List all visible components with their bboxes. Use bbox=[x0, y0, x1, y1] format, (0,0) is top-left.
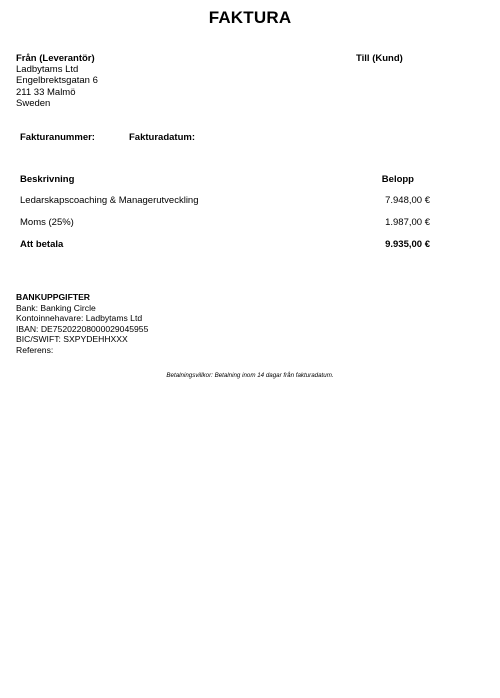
item-amount: 1.987,00 € bbox=[385, 217, 430, 228]
iban: IBAN: DE75202208000029045955 bbox=[16, 323, 149, 334]
table-header-row bbox=[20, 174, 430, 186]
supplier-name: Ladbytams Ltd bbox=[16, 64, 79, 76]
reference: Referens: bbox=[16, 344, 54, 355]
total-label: Att betala bbox=[20, 239, 64, 250]
item-amount: 7.948,00 € bbox=[385, 195, 430, 206]
column-header-description: Beskrivning bbox=[20, 174, 75, 185]
table-row bbox=[20, 217, 430, 229]
bank-name: Bank: Banking Circle bbox=[16, 302, 96, 313]
supplier-block bbox=[16, 53, 98, 109]
table-row bbox=[20, 195, 430, 207]
invoice-date-label: Fakturadatum: bbox=[129, 132, 195, 143]
supplier-country: Sweden bbox=[16, 97, 51, 109]
item-description: Moms (25%) bbox=[20, 217, 74, 228]
item-description: Ledarskapscoaching & Managerutveckling bbox=[20, 195, 199, 206]
invoice-title: FAKTURA bbox=[208, 8, 292, 27]
column-header-amount: Belopp bbox=[381, 174, 414, 185]
supplier-heading: Från (Leverantör) bbox=[16, 53, 95, 64]
bic-swift: BIC/SWIFT: SXPYDEHHXXX bbox=[16, 334, 128, 345]
supplier-city: 211 33 Malmö bbox=[16, 86, 76, 98]
account-holder: Kontoinnehavare: Ladbytams Ltd bbox=[16, 313, 143, 324]
invoice-number-label: Fakturanummer: bbox=[20, 132, 95, 143]
payment-terms: Betalningsvillkor: Betalning inom 14 dagar från fakturadatum. bbox=[166, 372, 334, 379]
customer-heading: Till (Kund) bbox=[356, 53, 403, 64]
total-amount: 9.935,00 € bbox=[385, 239, 430, 250]
total-row bbox=[20, 239, 430, 251]
bank-details bbox=[16, 292, 148, 356]
bank-heading: BANKUPPGIFTER bbox=[16, 292, 91, 302]
supplier-street: Engelbrektsgatan 6 bbox=[16, 75, 98, 87]
